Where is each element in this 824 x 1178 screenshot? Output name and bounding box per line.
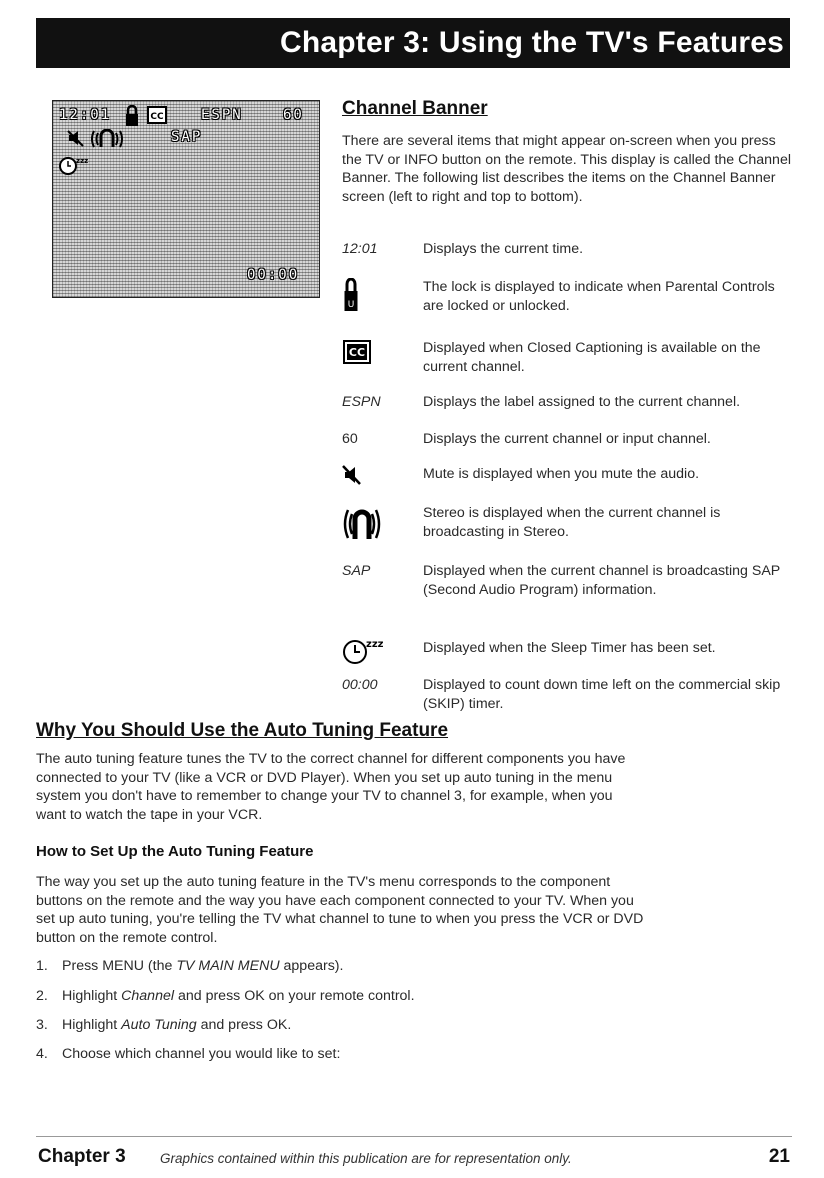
banner-desc: Mute is displayed when you mute the audio. — [423, 466, 700, 482]
svg-text:zzz: zzz — [76, 157, 89, 165]
banner-term: SAP — [342, 563, 371, 579]
sleep-timer-icon — [342, 635, 388, 667]
auto-tuning-sub-body: The way you set up the auto tuning feature in the TV's menu corresponds to the component buttons on the remote and the way you have each component connected to your TV. When you set up auto tuning, you're telling the TV what channel to tune to when you press the VCR or DVD button on the remote control. — [36, 874, 644, 946]
svg-text:CC: CC — [150, 112, 164, 122]
tv-skip-counter: 00:00 — [247, 267, 300, 283]
banner-desc: Displayed when the Sleep Timer has been set. — [423, 640, 716, 656]
lock-icon — [125, 105, 139, 127]
step-text: Highlight — [62, 988, 122, 1004]
tv-sap: SAP — [171, 129, 203, 145]
auto-tuning-subtitle: How to Set Up the Auto Tuning Feature — [36, 843, 314, 860]
footer-disclaimer: Graphics contained within this publication are for representation only. — [160, 1151, 572, 1166]
tv-channel-label: ESPN — [201, 107, 243, 123]
step-emphasis: TV MAIN MENU — [176, 958, 280, 974]
banner-desc: Displays the label assigned to the current channel. — [423, 394, 741, 410]
footer-divider — [36, 1136, 792, 1137]
banner-term: 12:01 — [342, 241, 378, 257]
banner-desc: Stereo is displayed when the current channel is broadcasting in Stereo. — [423, 505, 721, 540]
page-number: 21 — [768, 1146, 790, 1167]
svg-text:CC: CC — [348, 346, 366, 359]
banner-desc: Displays the current time. — [423, 241, 584, 257]
step-emphasis: Auto Tuning — [121, 1017, 197, 1033]
step-number: 4. — [36, 1046, 48, 1062]
svg-text:zzz: zzz — [366, 639, 384, 650]
banner-term: 00:00 — [342, 677, 378, 693]
step-emphasis: Channel — [121, 988, 175, 1004]
step-text: Press MENU (the — [62, 958, 177, 974]
step-text-end: and press OK on your remote control. — [174, 988, 415, 1004]
closed-caption-icon — [343, 340, 371, 364]
banner-desc: The lock is displayed to indicate when Parental Controls are locked or unlocked. — [423, 279, 775, 314]
step-item — [36, 1045, 736, 1063]
stereo-icon — [342, 507, 382, 541]
tv-channel-number: 60 — [283, 107, 304, 123]
step-text: Highlight — [62, 1017, 122, 1033]
step-text-end: appears). — [279, 958, 344, 974]
step-text: Choose which channel you would like to set: — [62, 1046, 341, 1062]
closed-caption-icon — [147, 106, 167, 124]
step-item — [36, 957, 736, 975]
footer-chapter: Chapter 3 — [38, 1146, 126, 1167]
step-number: 2. — [36, 988, 48, 1004]
banner-term: 60 — [342, 431, 358, 447]
mute-icon — [67, 129, 85, 147]
channel-banner-intro: There are several items that might appear on-screen when you press the TV or INFO button on the remote. This display is called the Channel Banner. The following list describes the items on the Channel Banner screen (left to right and top to bottom). — [342, 133, 791, 205]
mute-icon — [342, 465, 362, 485]
chapter-title: Chapter 3: Using the TV's Features — [279, 26, 784, 59]
step-number: 1. — [36, 958, 48, 974]
tv-screen-illustration — [52, 100, 320, 298]
step-text-end: and press OK. — [196, 1017, 292, 1033]
step-item — [36, 987, 736, 1005]
lock-icon — [344, 278, 358, 312]
banner-desc: Displayed when Closed Captioning is available on the current channel. — [423, 340, 761, 375]
channel-banner-title: Channel Banner — [342, 98, 488, 119]
step-number: 3. — [36, 1017, 48, 1033]
banner-desc: Displays the current channel or input channel. — [423, 431, 711, 447]
step-item — [36, 1016, 736, 1034]
chapter-header-bar — [36, 18, 790, 68]
svg-text:U: U — [347, 300, 355, 310]
sleep-timer-icon — [59, 153, 89, 177]
banner-desc: Displayed to count down time left on the commercial skip (SKIP) timer. — [423, 677, 781, 712]
banner-desc: Displayed when the current channel is broadcasting SAP (Second Audio Program) information. — [423, 563, 781, 598]
auto-tuning-title: Why You Should Use the Auto Tuning Feature — [36, 720, 449, 741]
auto-tuning-body: The auto tuning feature tunes the TV to the correct channel for different components you have connected to your TV (like a VCR or DVD Player). When you set up auto tuning in the menu system you don't have to remember to change your TV to channel 3, for example, when you want to watch the tape in your VCR. — [36, 751, 626, 823]
tv-time: 12:01 — [59, 107, 112, 123]
banner-term: ESPN — [342, 394, 381, 410]
stereo-icon — [89, 129, 125, 149]
